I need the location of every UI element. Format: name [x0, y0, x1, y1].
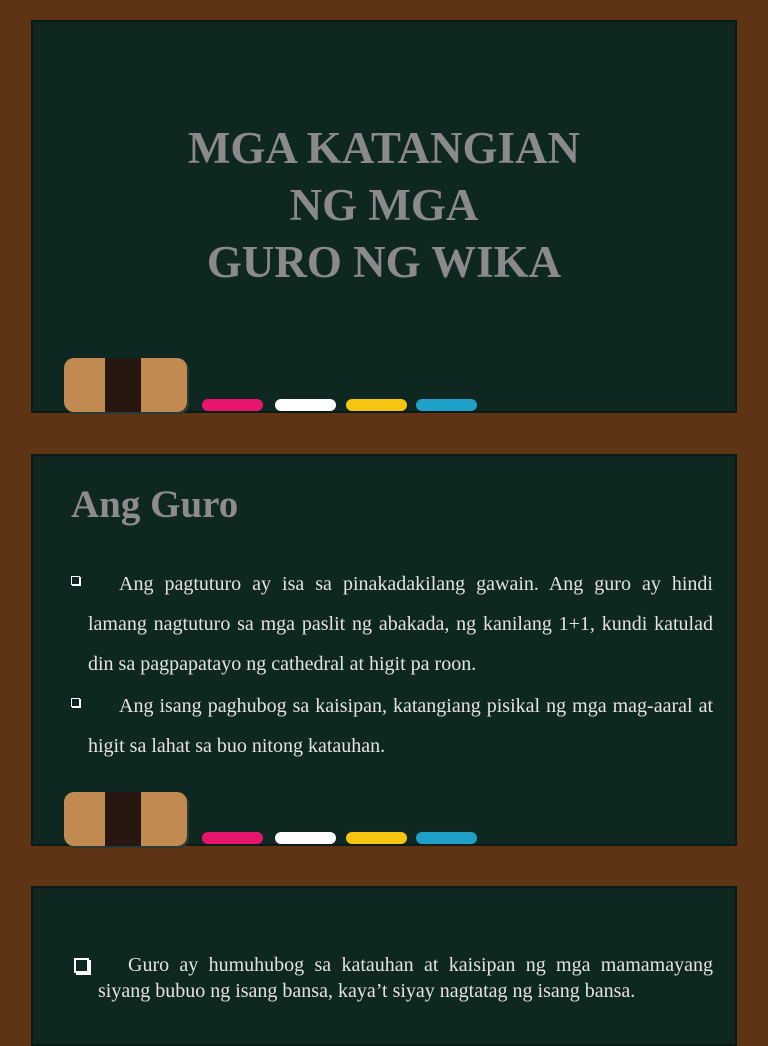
- title-line-1: MGA KATANGIAN: [187, 123, 581, 173]
- bullet-text: Ang isang paghubog sa kaisipan, katangiang pisikal ng mga mag-aaral at higit sa lahat sa buo nitong katauhan.: [88, 695, 713, 757]
- bullet-list: [70, 952, 713, 1006]
- bullet-list: [68, 564, 713, 768]
- blue-chalk-icon: [416, 399, 477, 411]
- title-line-3: GURO NG WIKA: [206, 237, 562, 287]
- eraser-icon: [64, 358, 187, 412]
- blue-chalk-icon: [416, 832, 477, 844]
- slide-title: [31, 20, 737, 413]
- bullet-text: Guro ay humuhubog sa katauhan at kaisipan ng mga mamamayang siyang bubuo ng isang bansa, kaya’t siyay nagtatag ng isang bansa.: [98, 954, 713, 1002]
- checkbox-bullet-icon: [74, 958, 89, 973]
- list-item: [68, 686, 713, 766]
- slide-title-text: [33, 120, 735, 291]
- checkbox-bullet-icon: [71, 576, 80, 585]
- white-chalk-icon: [275, 399, 336, 411]
- slide-ang-guro: [31, 454, 737, 846]
- pink-chalk-icon: [202, 832, 263, 844]
- title-line-2: NG MGA: [289, 180, 479, 230]
- pink-chalk-icon: [202, 399, 263, 411]
- list-item: [68, 564, 713, 684]
- slide-guro-bansa: [31, 886, 737, 1046]
- list-item: [70, 952, 713, 1004]
- bullet-text: Ang pagtuturo ay isa sa pinakadakilang gawain. Ang guro ay hindi lamang nagtuturo sa mga paslit ng abakada, ng kanilang 1+1, kundi katulad din sa pagpapatayo ng cathedral at higit pa roon.: [88, 573, 713, 675]
- eraser-icon: [64, 792, 187, 846]
- yellow-chalk-icon: [346, 832, 407, 844]
- checkbox-bullet-icon: [71, 698, 80, 707]
- yellow-chalk-icon: [346, 399, 407, 411]
- white-chalk-icon: [275, 832, 336, 844]
- slide-heading: Ang Guro: [71, 483, 239, 526]
